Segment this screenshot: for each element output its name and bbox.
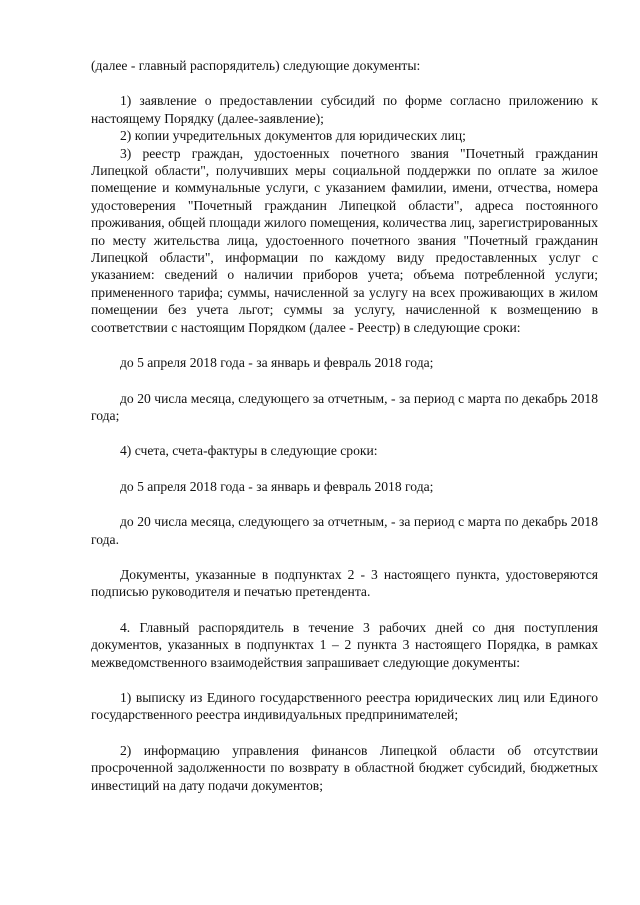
- paragraph-section-4-item-2: 2) информацию управления финансов Липецкой области об отсутствии просроченной задолженности по возврату в областной бюджет субсидий, бюджетных инвестиций на дату подачи документов;: [91, 742, 598, 793]
- paragraph-deadline-monthly-2: до 20 числа месяца, следующего за отчетным, - за период с марта по декабрь 2018 года.: [91, 514, 598, 547]
- paragraph-item-3: 3) реестр граждан, удостоенных почетного звания "Почетный гражданин Липецкой области", получивших меры социальной поддержки по оплате за жилое помещение и коммунальные услуги, с указанием фамилии, имени, отчества, номера удостоверения "Почетный гражданин Липецкой области", адреса постоянного проживания, общей площади жилого помещения, количества лиц, зарегистрированных по месту жительства лица, удостоенного почетного звания "Почетный гражданин Липецкой области", информации по каждому виду предоставленных услуг с указанием: сведений о наличии приборов учета; объема потребленной услуги; примененного тарифа; суммы, начисленной за услугу на всех проживающих в жилом помещении без учета льгот; суммы за услугу, начисленной к возмещению в соответствии с настоящим Порядком (далее - Реестр) в следующие сроки:: [91, 145, 598, 335]
- paragraph-section-4: 4. Главный распорядитель в течение 3 рабочих дней со дня поступления документов, указанных в подпунктах 1 – 2 пункта 3 настоящего Порядка, в рамках межведомственного взаимодействия запрашивает следующие документы:: [91, 619, 598, 670]
- paragraph-deadline-april: до 5 апреля 2018 года - за январь и февраль 2018 года;: [120, 355, 434, 371]
- paragraph-deadline-monthly: до 20 числа месяца, следующего за отчетным, - за период с марта по декабрь 2018 года;: [91, 390, 598, 423]
- paragraph-item-1: 1) заявление о предоставлении субсидий по форме согласно приложению к настоящему Порядку (далее-заявление);: [91, 93, 598, 126]
- paragraph-deadline-april-2: до 5 апреля 2018 года - за январь и февраль 2018 года;: [120, 478, 434, 494]
- paragraph-intro: (далее - главный распорядитель) следующие документы:: [91, 58, 421, 73]
- paragraph-item-4: 4) счета, счета-фактуры в следующие сроки:: [120, 443, 378, 459]
- paragraph-section-4-item-1: 1) выписку из Единого государственного реестра юридических лиц или Единого государственного реестра индивидуальных предпринимателей;: [91, 689, 598, 723]
- paragraph-item-2: 2) копии учредительных документов для юридических лиц;: [120, 128, 466, 144]
- paragraph-certification: Документы, указанные в подпунктах 2 - 3 настоящего пункта, удостоверяются подписью руководителя и печатью претендента.: [91, 566, 598, 600]
